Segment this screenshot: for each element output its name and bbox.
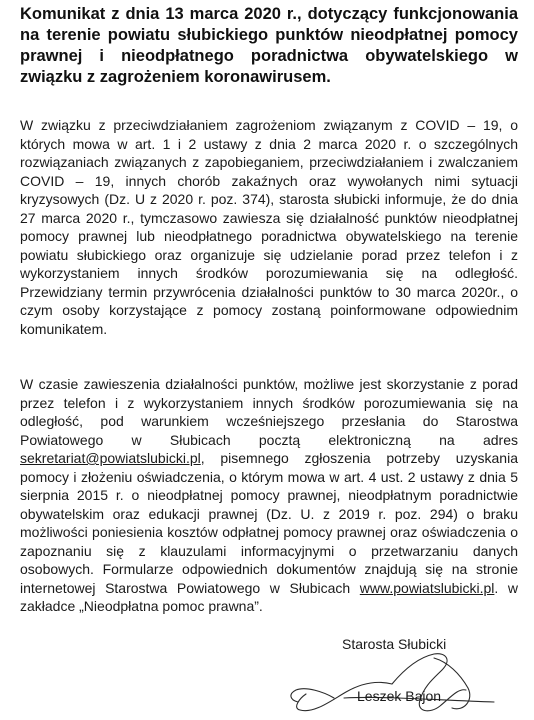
- paragraph-2-text-1: W czasie zawieszenia działalności punktów, możliwe jest skorzystanie z porad przez telefon i z wykorzystaniem innych środków porozumiewania się na odległość, pod warunkiem wcześniejszego przesłania do Starostwa Powiatowego w Słubicach pocztą elektroniczną na adres: [20, 376, 518, 448]
- email-link[interactable]: sekretariat@powiatslubicki.pl: [20, 450, 201, 466]
- paragraph-2: [20, 375, 518, 616]
- signatory-role: Starosta Słubicki: [342, 636, 447, 652]
- website-link[interactable]: www.powiatslubicki.pl: [359, 579, 495, 596]
- paragraph-2-text-2: , pisemnego zgłoszenia potrzeby uzyskania pomocy i złożeniu oświadczenia, o którym mowa w art. 4 ust. 2 ustawy z dnia 5 sierpnia 2015 r. o nieodpłatnej pomocy prawnej, nieodpłatnym poradnictwie obywatelskim oraz edukacji prawnej (Dz. U. z 2019 r. poz. 294) o braku możliwości poniesienia kosztów odpłatnej pomocy prawnej oraz oświadczenia o zapoznaniu się z klauzulami informacyjnymi o przetwarzaniu danych osobowych. Formularze odpowiednich dokumentów znajdują się na stronie internetowej Starostwa Powiatowego w Słubicach: [20, 450, 518, 596]
- signatory-name: Leszek Bajon: [357, 688, 442, 704]
- paragraph-1: W związku z przeciwdziałaniem zagrożeniom związanym z COVID – 19, o których mowa w art. 1 i 2 ustawy z dnia 2 marca 2020 r. o szczególnych rozwiązaniach związanych z zapobieganiem, przeciwdziałaniem i zwalczaniem COVID – 19, innych chorób zakaźnych oraz wywołanych nimi sytuacji kryzysowych (Dz. U z 2020 r. poz. 374), starosta słubicki informuje, że do dnia 27 marca 2020 r., tymczasowo zawiesza się działalność punktów nieodpłatnej pomocy prawnej lub nieodpłatnego poradnictwa obywatelskiego na terenie powiatu słubickiego oraz organizuje się udzielanie porad przez telefon i z wykorzystaniem innych środków porozumiewania się na odległość. Przewidziany termin przywrócenia działalności punktów to 30 marca 2020r., o czym osoby korzystające z pomocy zostaną poinformowane odpowiednim komunikatem.: [20, 117, 518, 337]
- document-title: Komunikat z dnia 13 marca 2020 r., dotyczący funkcjonowania na terenie powiatu słubickiego punktów nieodpłatnej pomocy prawnej i nieodpłatnego poradnictwa obywatelskiego w związku z zagrożeniem koronawirusem.: [20, 5, 518, 86]
- handwritten-signature: [284, 650, 524, 720]
- paragraph-2-text-3: . w zakładce „Nieodpłatna pomoc prawna”.: [20, 579, 518, 614]
